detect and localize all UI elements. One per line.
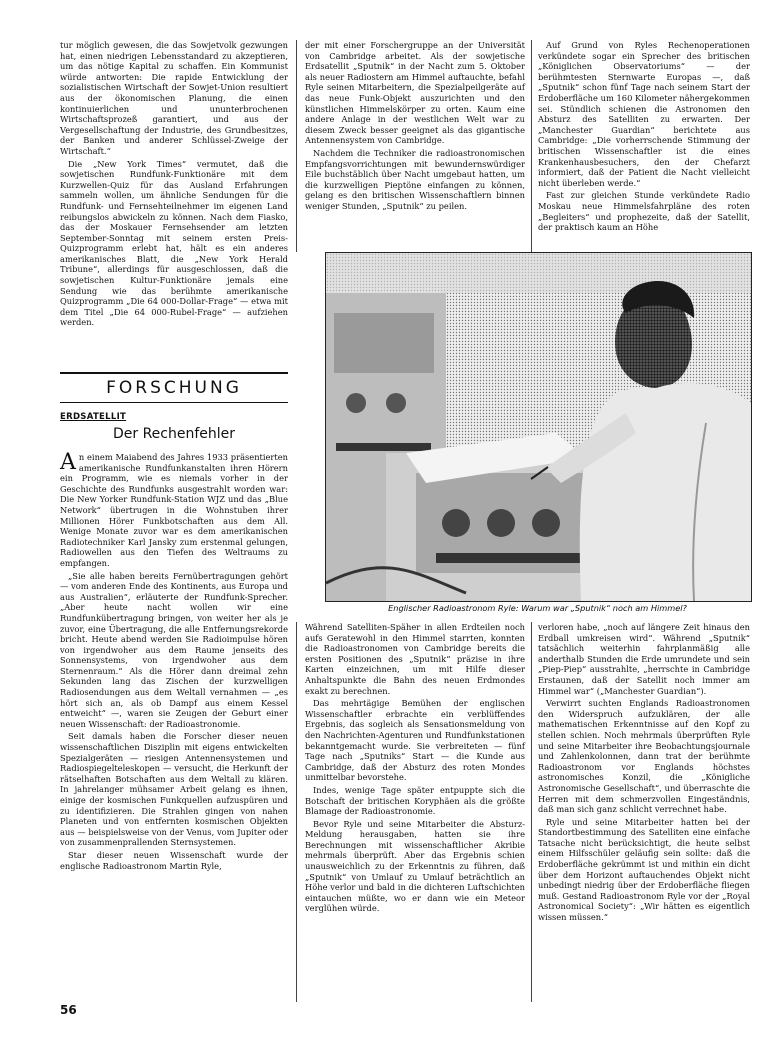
paragraph: tur möglich gewesen, die das Sowjetvolk gezwungen hat, einen niedrigen Lebensstandard zu akzeptieren, um das nötige Kapital zu schaffen. Ein Kommunist würde antworten: Die rapide Entwicklung der sozialistischen Wirtschaft der Sowjet-Union resultiert aus der ökonomischen Planung, die einen kontinuierlichen und ununterbrochenen Wirtschaftsprozeß garantiert, und aus der Vergesellschaftung der Industrie, des Grundbesitzes, der Banken und anderer Schlüssel-Zweige der Wirtschaft.“ [60,40,288,156]
paragraph: Bevor Ryle und seine Mitarbeiter die Absturz-Meldung herausgaben, hatten sie ihre Berechnungen mit wissenschaftlicher Akribie mehrmals überprüft. Aber das Ergebnis schien unausweichlich zu der Erkenntnis zu führen, daß „Sputnik“ von Umlauf zu Umlauf beträchtlich an Höhe verlor und bald in die dichteren Luftschichten eintauchen müßte, wo er dann wie ein Meteor verglühen würde. [305,818,525,914]
column-divider [296,40,297,252]
article-headline: Der Rechenfehler [112,426,236,442]
column-1-bottom [60,452,288,873]
drop-cap: A [60,450,76,475]
paragraph: Während Satelliten-Späher in allen Erdteilen noch aufs Geratewohl in den Himmel starrten, konnten die Radioastronomen von Cambridge bereits die ersten Positionen des „Sputnik“ präzise in ihre Karten einzeichnen, um mit Hilfe dieser Anhaltspunkte die Bahn des neuen Erdmondes exakt zu berechnen. [305,622,525,696]
lead-text: n einem Maiabend des Jahres 1933 präsentierten amerikanische Rundfunkanstalten ihren Hörern ein Programm, wie es niemals vorher in der Geschichte des Rundfunks ausgestrahlt worden war: Die New Yorker Rundfunk-Station WJZ und das „Blue Network“ übertrugen in die Wohnstuben ihrer Millionen Hörer Funkbotschaften aus dem All. Wenige Monate zuvor war es dem amerikanischen Radiotechniker Karl Jansky zum erstenmal gelungen, Radiowellen aus den Tiefen des Weltraums zu empfangen. [60,452,288,568]
section-title: FORSCHUNG [60,372,288,403]
photo-illustration [326,253,751,601]
paragraph: Die „New York Times“ vermutet, daß die sowjetischen Rundfunk-Funktionäre mit dem Kurzwellen-Quiz für das Ausland Erfahrungen sammeln wollen, um ähnliche Sendungen für die Rundfunk- und Fernsehteilnehmer im eigenen Land reibungslos abwickeln zu können. Nach dem Fiasko, das der Moskauer Fernsehsender am letzten September-Sonntag mit seinem ersten Preis-Quizprogramm erlebt hat, hält es ein anderes amerikanisches Blatt, die „New York Herald Tribune“, allerdings für ausgeschlossen, daß die sowjetischen Kultur-Funktionäre jemals eine Sendung wie das berühmte amerikanische Quizprogramm „Die 64 000-Dollar-Frage“ — etwa mit dem Titel „Die 64 000-Rubel-Frage“ — aufziehen werden. [60,158,288,328]
paragraph: Indes, wenige Tage später entpuppte sich die Botschaft der britischen Koryphäen als die größte Blamage der Radioastronomie. [305,784,525,817]
paragraph: Seit damals haben die Forscher dieser neuen wissenschaftlichen Disziplin mit eigens entwickelten Spezialgeräten — riesigen Antennensystemen und Radiospiegelteleskopen — versucht, die Herkunft der rätselhaften Botschaften aus dem Weltall zu klären. In jahrelanger mühsamer Arbeit gelang es ihnen, einige der kosmischen Funkquellen aufzuspüren und zu identifizieren. Die Strahlen gingen von nahen Planeten und von entfernten kosmischen Objekten aus — beispielsweise von der Venus, vom Jupiter oder von zusammenprallenden Sternsystemen. [60,731,288,848]
column-1-top [60,40,288,330]
column-divider [531,622,532,1002]
column-divider [296,622,297,1002]
paragraph: Star dieser neuen Wissenschaft wurde der englische Radioastronom Martin Ryle, [60,849,288,871]
paragraph: Fast zur gleichen Stunde verkündete Radio Moskau neue Himmelsfahrpläne des roten „Begleiters“ und prophezeite, daß der Satellit, der praktisch kaum an Höhe [538,190,750,233]
photo-caption: Englischer Radioastronom Ryle: Warum war „Sputnik“ noch am Himmel? [388,603,687,613]
column-3-top [538,40,750,235]
paragraph: verloren habe, „noch auf längere Zeit hinaus den Erdball umkreisen wird“. Während „Sputnik“ tatsächlich weiterhin fahrplanmäßig alle anderthalb Stunden die Erde umrundete und sein „Piep-Piep“ ausstrahlte, „herrschte in Cambridge Erstaunen, daß der Satellit noch immer am Himmel war“ („Manchester Guardian“). [538,622,750,696]
paragraph: Nachdem die Techniker die radioastronomischen Empfangsvorrichtungen mit bewundernswürdiger Eile buchstäblich über Nacht umgebaut hatten, um die kurzwelligen Pieptöne einfangen zu können, gelang es den britischen Wissenschaftlern binnen weniger Stunden, „Sputnik“ zu peilen. [305,147,525,211]
photo-radioastronomer [325,252,752,602]
column-2-bottom [305,622,525,916]
paragraph: „Sie alle haben bereits Fernübertragungen gehört — vom anderen Ende des Kontinents, aus Europa und aus Australien“, erläuterte der Rundfunk-Sprecher. „Aber heute nacht wollen wir eine Rundfunkübertragung bringen, von weiter her als je zuvor, eine Übertragung, die alle Entfernungsrekorde bricht. Heute abend werden Sie Radioimpulse hören von irgendwoher aus dem Raume jenseits des Sonnensystems, von irgendwoher aus dem Sternenraum.“ Als die Hörer dann dreimal zehn Sekunden lang das Zischen der kurzwelligen Radiosendungen aus dem Weltall vernahmen — „es hört sich an, als ob Dampf aus einem Kessel entweicht“ —, waren sie Zeugen der Geburt einer neuen Wissenschaft: der Radioastronomie. [60,570,288,729]
paragraph: der mit einer Forschergruppe an der Universität von Cambridge arbeitet. Als der sowjetische Erdsatellit „Sputnik“ in der Nacht zum 5. Oktober als neuer Radiostern am Himmel auftauchte, befahl Ryle seinen Mitarbeitern, die Spezialpeilgeräte auf das neue Funk-Objekt auszurichten und den künstlichen Himmelskörper zu orten. Kaum eine andere Anlage in der westlichen Welt war zu diesem Zweck besser geeignet als das gigantische Antennensystem von Cambridge. [305,40,525,146]
column-3-bottom [538,622,750,925]
paragraph: Ryle und seine Mitarbeiter hatten bei der Standortbestimmung des Satelliten eine einfache Tatsache nicht berücksichtigt, die heute selbst einem Hilfsschüler geläufig sein sollte: daß die Erdoberfläche gekrümmt ist und mithin ein dicht über dem Horizont auftauchendes Objekt nicht unbedingt niedrig über der Erdoberfläche fliegen muß. Gestand Radioastronom Ryle vor der „Royal Astronomical Society“: „Wir hätten es eigentlich wissen müssen.“ [538,816,750,923]
paragraph: Das mehrtägige Bemühen der englischen Wissenschaftler erbrachte ein verblüffendes Ergebnis, das sogleich als Sensationsmeldung von den Nachrichten-Agenturen und Rundfunkstationen bekanntgemacht wurde. Sie verbreiteten — fünf Tage nach „Sputniks“ Start — die Kunde aus Cambridge, daß der Absturz des roten Mondes unmittelbar bevorstehe. [305,698,525,783]
article-rubric: ERDSATELLIT [60,412,127,422]
lead-paragraph [60,452,288,569]
paragraph: Auf Grund von Ryles Rechenoperationen verkündete sogar ein Sprecher des britischen „Königlichen Observatoriums“ — der berühmtesten Sternwarte Europas —, daß „Sputnik“ schon fünf Tage nach seinem Start der Erdoberfläche um 160 Kilometer nähergekommen sei. Stündlich schienen die Astronomen den Absturz des Satelliten zu erwarten. Der „Manchester Guardian“ berichtete aus Cambridge: „Die vorherrschende Stimmung der britischen Wissenschaftler ist die eines Krankenhausbesuchers, den der Chefarzt informiert, daß der Patient die Nacht vielleicht nicht überleben werde.“ [538,40,750,188]
column-2-top [305,40,525,214]
column-divider [531,40,532,252]
page-number: 56 [60,1003,77,1017]
paragraph: Verwirrt suchten Englands Radioastronomen den Widerspruch aufzuklären, der alle mathematischen Erkenntnisse auf den Kopf zu stellen schien. Noch mehrmals überprüften Ryle und seine Mitarbeiter ihre Beobachtungsjournale und Zahlenkolonnen, dann trat der berühmte Radioastronom vor Englands höchstes astronomisches Konzil, die „Königliche Astronomische Gesellschaft“, und überraschte die Herren mit dem schmerzvollen Eingeständnis, daß man sich ganz schlicht verrechnet habe. [538,698,750,815]
